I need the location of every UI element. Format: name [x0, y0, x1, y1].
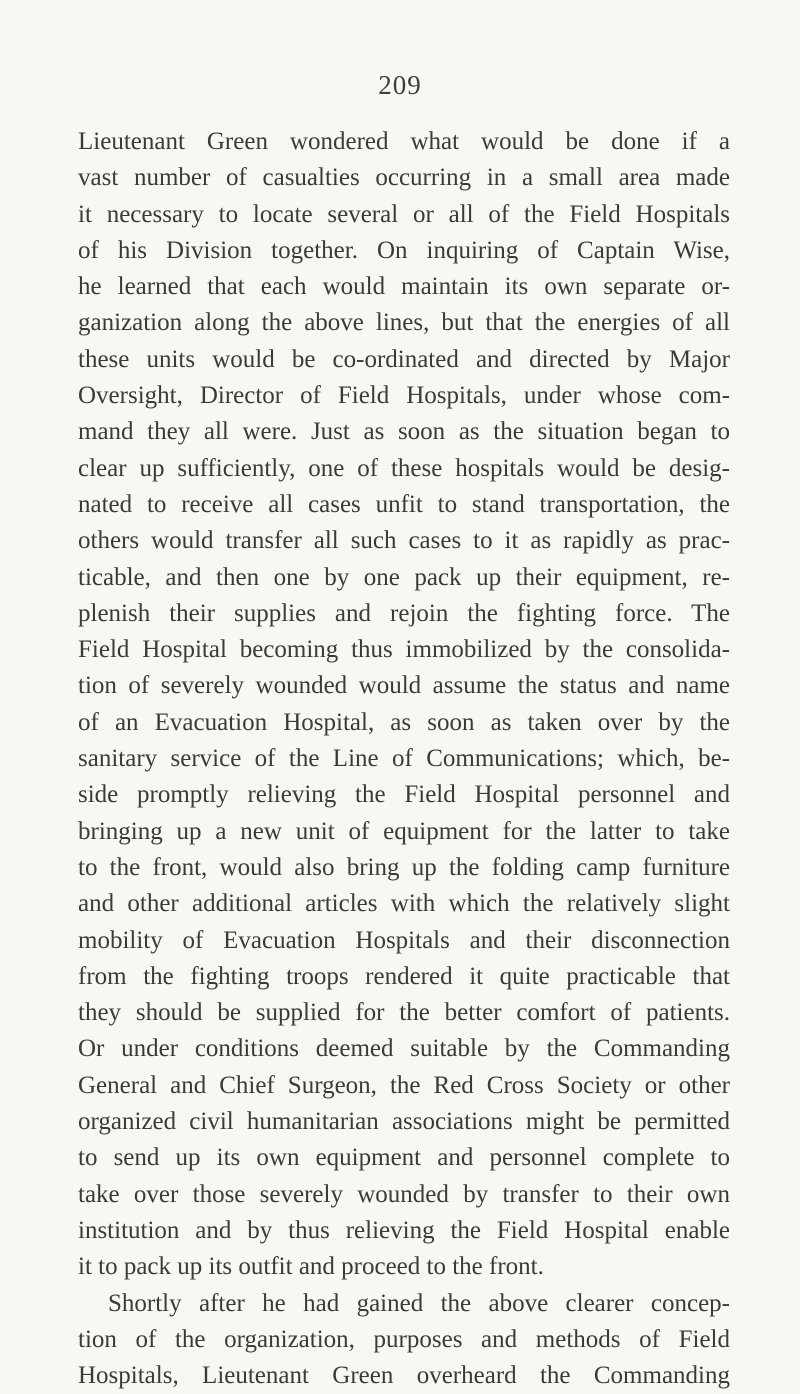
- text-line: ticable, and then one by one pack up their equipment, re-: [78, 563, 730, 591]
- text-line: side promptly relieving the Field Hospital personnel and: [78, 781, 730, 809]
- text-line: tion of the organization, purposes and methods of Field: [78, 1325, 730, 1353]
- text-line: tion of severely wounded would assume the status and name: [78, 672, 730, 700]
- text-line: to the front, would also bring up the folding camp furniture: [78, 853, 730, 881]
- text-line: Oversight, Director of Field Hospitals, under whose com-: [78, 382, 730, 410]
- text-line: to send up its own equipment and personnel complete to: [78, 1144, 730, 1172]
- text-line: General and Chief Surgeon, the Red Cross Society or other: [78, 1071, 730, 1099]
- paragraph-end-line: it to pack up its outfit and proceed to the front.: [78, 1253, 544, 1281]
- text-line: sanitary service of the Line of Communications; which, be-: [78, 745, 730, 773]
- text-line: these units would be co-ordinated and directed by Major: [78, 345, 730, 373]
- text-line: he learned that each would maintain its own separate or-: [78, 273, 730, 301]
- text-line: from the fighting troops rendered it quite practicable that: [78, 962, 730, 990]
- text-line: organized civil humanitarian associations might be permitted: [78, 1108, 730, 1136]
- text-line: clear up sufficiently, one of these hospitals would be desig-: [78, 454, 730, 482]
- text-line: Field Hospital becoming thus immobilized by the consolida-: [78, 636, 730, 664]
- text-line: Hospitals, Lieutenant Green overheard the Commanding: [78, 1362, 730, 1390]
- text-line: mand they all were. Just as soon as the situation began to: [78, 418, 730, 446]
- text-line: take over those severely wounded by transfer to their own: [78, 1180, 730, 1208]
- page-body-text: [78, 124, 730, 1394]
- text-line: Lieutenant Green wondered what would be done if a: [78, 128, 730, 155]
- text-line: Or under conditions deemed suitable by the Commanding: [78, 1035, 730, 1063]
- page-number: 209: [378, 70, 422, 100]
- text-line: mobility of Evacuation Hospitals and their disconnection: [78, 926, 730, 954]
- text-line: bringing up a new unit of equipment for the latter to take: [78, 817, 730, 845]
- text-line: ganization along the above lines, but that the energies of all: [78, 309, 730, 337]
- paragraph-start-line: Shortly after he had gained the above clearer concep-: [108, 1289, 730, 1317]
- text-line: plenish their supplies and rejoin the fighting force. The: [78, 599, 730, 627]
- text-line: of an Evacuation Hospital, as soon as taken over by the: [78, 708, 730, 736]
- text-line: nated to receive all cases unfit to stand transportation, the: [78, 490, 730, 518]
- text-line: others would transfer all such cases to it as rapidly as prac-: [78, 527, 730, 555]
- text-line: and other additional articles with which the relatively slight: [78, 890, 730, 918]
- text-line: it necessary to locate several or all of the Field Hospitals: [78, 200, 730, 228]
- text-line: vast number of casualties occurring in a small area made: [78, 164, 730, 192]
- text-line: they should be supplied for the better comfort of patients.: [78, 999, 730, 1027]
- text-line: institution and by thus relieving the Field Hospital enable: [78, 1216, 730, 1244]
- text-line: of his Division together. On inquiring of Captain Wise,: [78, 236, 730, 264]
